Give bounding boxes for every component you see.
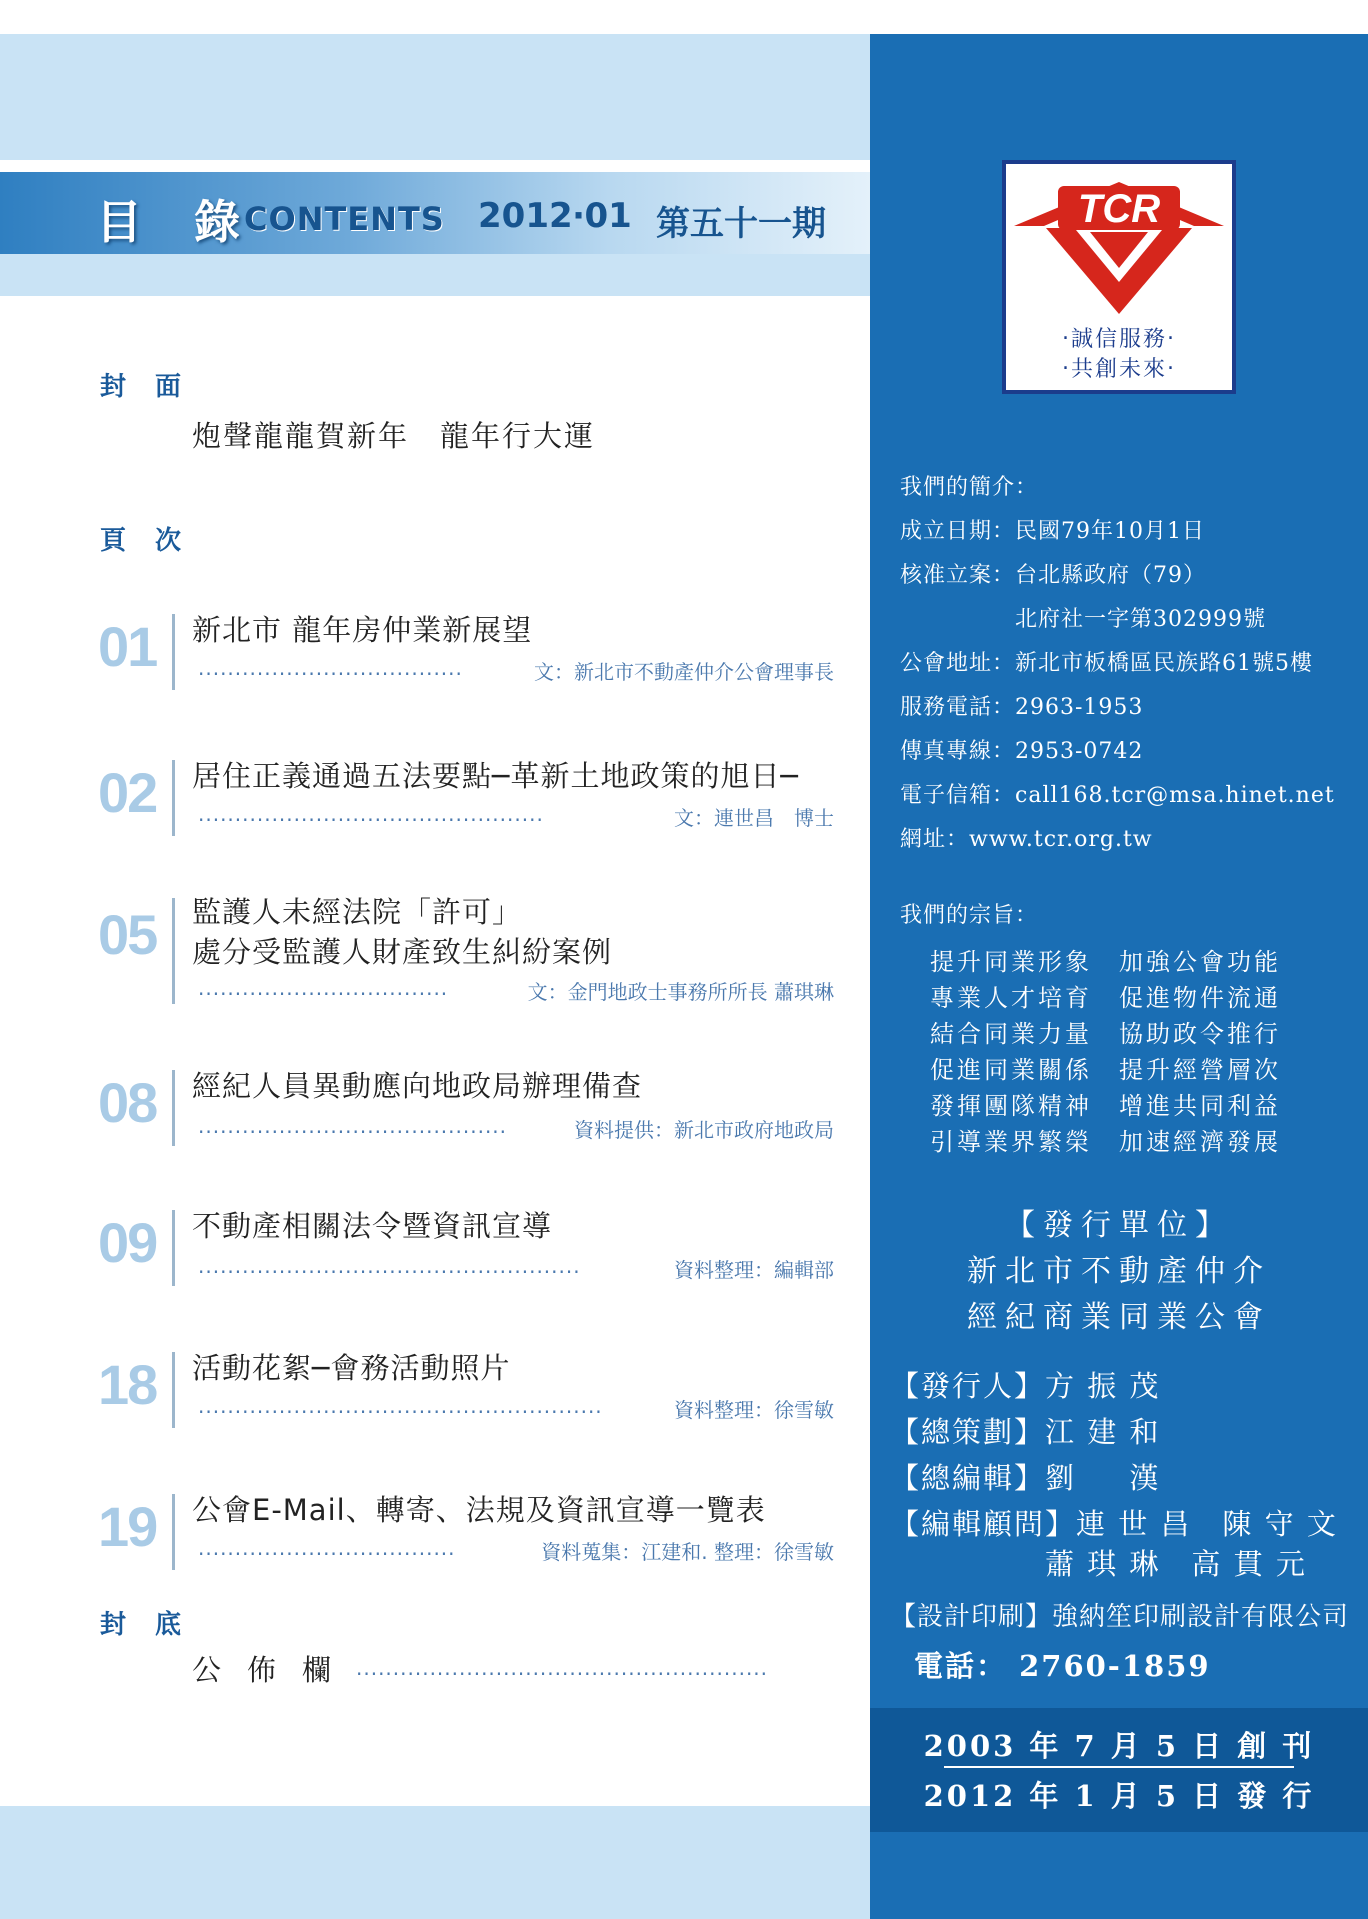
intro-approval: 核准立案：台北縣政府（79）	[900, 563, 1206, 588]
divider	[172, 614, 175, 690]
page-number: 09	[98, 1211, 157, 1274]
article-credit: 文：金門地政士事務所所長 蕭琪琳	[527, 980, 834, 1004]
bottom-banner	[0, 1806, 870, 1919]
leader-dots: ........................................................	[356, 1656, 769, 1680]
logo-slogan-2: ‧共創未來‧	[1062, 357, 1176, 382]
intro-fax: 傳真專線：2953-0742	[900, 739, 1144, 764]
toc-entry[interactable]	[0, 610, 870, 690]
divider	[172, 1070, 175, 1146]
aim-item: 促進同業關係 提升經營層次	[930, 1056, 1281, 1084]
article-title: 居住正義通過五法要點─革新土地政策的旭日─	[192, 759, 799, 793]
toc-entry[interactable]	[0, 1066, 870, 1146]
page-number: 01	[98, 615, 157, 678]
back-cover-heading: 封 底	[100, 1610, 192, 1640]
divider	[172, 760, 175, 836]
article-title: 經紀人員異動應向地政局辦理備查	[192, 1069, 643, 1103]
article-title-line1: 監護人未經法院「許可」	[192, 895, 523, 929]
staff-planner: 【總策劃】江 建 和	[890, 1415, 1161, 1449]
tcr-logo-mark	[1006, 164, 1232, 324]
leader-dots: ....................................	[198, 656, 463, 680]
staff-printer: 【設計印刷】強納笙印刷設計有限公司	[890, 1602, 1350, 1632]
staff-advisors: 【編輯顧問】連 世 昌 陳 守 文	[890, 1507, 1338, 1541]
article-credit: 文：連世昌 博士	[674, 806, 834, 830]
issue-number: 第五十一期	[656, 204, 826, 244]
leader-dots: ..........................................	[198, 1114, 508, 1138]
aim-item: 專業人才培育 促進物件流通	[930, 984, 1281, 1012]
aim-item: 結合同業力量 協助政令推行	[930, 1020, 1281, 1048]
top-banner	[0, 34, 870, 160]
staff-advisors-2: 蕭 琪 琳 高 貫 元	[890, 1547, 1307, 1581]
aim-item: 提升同業形象 加強公會功能	[930, 948, 1281, 976]
staff-issuer: 【發行人】方 振 茂	[890, 1369, 1161, 1403]
publisher-name-2: 經紀商業同業公會	[967, 1300, 1271, 1335]
toc-entry[interactable]	[0, 1348, 870, 1428]
logo-text: TCR	[1077, 187, 1161, 231]
intro-website[interactable]: 網址：www.tcr.org.tw	[900, 827, 1153, 852]
intro-founded: 成立日期：民國79年10月1日	[900, 519, 1205, 544]
back-cover-item[interactable]: 公佈欄	[192, 1653, 358, 1687]
article-credit: 文：新北市不動產仲介公會理事長	[534, 660, 834, 684]
cover-title[interactable]: 炮聲龍龍賀新年 龍年行大運	[192, 419, 596, 453]
aims-heading: 我們的宗旨：	[900, 903, 1039, 928]
page-number: 02	[98, 761, 157, 824]
issue-date: 2012‧01	[478, 196, 632, 236]
article-credit: 資料蒐集：江建和. 整理：徐雪敏	[541, 1540, 834, 1564]
divider	[172, 1210, 175, 1286]
staff-phone: 電話： 2760-1859	[914, 1649, 1211, 1683]
intro-phone: 服務電話：2963-1953	[900, 695, 1144, 720]
article-title: 新北市 龍年房仲業新展望	[192, 613, 533, 647]
leader-dots: ....................................................	[198, 1254, 581, 1278]
intro-heading: 我們的簡介：	[900, 475, 1039, 500]
page-number: 18	[98, 1353, 157, 1416]
toc-entry[interactable]	[0, 892, 870, 1008]
divider	[172, 898, 175, 1004]
article-credit: 資料整理：編輯部	[674, 1258, 834, 1282]
toc-entry[interactable]	[0, 756, 870, 836]
toc-entry[interactable]	[0, 1490, 870, 1570]
page-number: 08	[98, 1071, 157, 1134]
intro-email[interactable]: 電子信箱：call168.tcr@msa.hinet.net	[900, 783, 1335, 808]
leader-dots: ...............................................	[198, 802, 544, 826]
article-credit: 資料提供：新北市政府地政局	[574, 1118, 834, 1142]
publisher-name-1: 新北市不動產仲介	[967, 1254, 1271, 1289]
article-credit: 資料整理：徐雪敏	[674, 1398, 834, 1422]
leader-dots: .......................................................	[198, 1394, 603, 1418]
article-title-line2: 處分受監護人財產致生糾紛案例	[192, 935, 613, 969]
cover-heading: 封 面	[100, 372, 192, 402]
published-date: 2012 年 1 月 5 日 發 行	[923, 1779, 1315, 1813]
leader-dots: ...................................	[198, 1536, 456, 1560]
aim-item: 引導業界繁榮 加速經濟發展	[930, 1128, 1281, 1156]
intro-approval-no: 北府社一字第302999號	[900, 607, 1266, 632]
page-title-english: CONTENTS	[244, 200, 445, 238]
page-number: 19	[98, 1495, 157, 1558]
staff-editor: 【總編輯】劉 漢	[890, 1461, 1161, 1495]
pages-heading: 頁 次	[100, 526, 192, 556]
article-title: 公會E-Mail、轉寄、法規及資訊宣導一覽表	[192, 1493, 766, 1527]
divider	[172, 1352, 175, 1428]
page-title: 目 錄	[96, 195, 259, 249]
publisher-heading: 【發行單位】	[1005, 1208, 1233, 1243]
aim-item: 發揮團隊精神 增進共同利益	[930, 1092, 1281, 1120]
divider	[172, 1494, 175, 1570]
logo-slogan-1: ‧誠信服務‧	[1062, 327, 1176, 352]
article-title: 不動產相關法令暨資訊宣導	[192, 1209, 553, 1243]
founded-date: 2003 年 7 月 5 日 創 刊	[923, 1729, 1315, 1763]
footer-rule	[944, 1766, 1294, 1768]
leader-dots: ..................................	[198, 976, 449, 1000]
toc-entry[interactable]	[0, 1206, 870, 1286]
title-banner-shade	[0, 254, 870, 296]
intro-address: 公會地址：新北市板橋區民族路61號5樓	[900, 651, 1313, 676]
article-title: 活動花絮─會務活動照片	[192, 1351, 511, 1385]
page-number: 05	[98, 903, 157, 966]
